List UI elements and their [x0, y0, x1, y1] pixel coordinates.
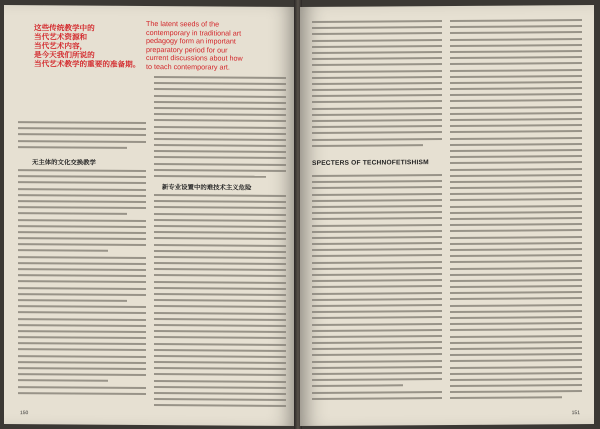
- left-page: [4, 5, 296, 426]
- right-page-left-column-top: [312, 20, 442, 151]
- english-pull-quote: [146, 20, 286, 73]
- left-column-text-top: [18, 121, 146, 153]
- chinese-quote-line: 当代艺术内容，: [34, 41, 88, 51]
- english-quote-line: preparatory period for our: [146, 44, 228, 55]
- right-page-left-column-body: [312, 174, 442, 404]
- chinese-quote-line: 当代艺术教学的重要的准备期。: [34, 59, 141, 69]
- section-heading: SPECTERS OF TECHNOFETISHISM: [312, 159, 429, 167]
- english-quote-line: to teach contemporary art.: [146, 61, 230, 72]
- english-quote-line: pedagogy form an important: [146, 36, 236, 46]
- chinese-pull-quote: [34, 23, 141, 69]
- section-title-2: 新专业设置中的难技术主义危险: [162, 183, 252, 192]
- chinese-quote-line: 是今天我们所说的: [34, 50, 95, 60]
- left-column-text-body: [18, 169, 146, 399]
- right-page-number: 151: [571, 410, 580, 417]
- left-page-number: 150: [20, 410, 29, 417]
- section-title-1: 无主体的文化交换教学: [32, 158, 96, 167]
- english-quote-line: contemporary in traditional art: [146, 27, 242, 38]
- right-page: [300, 5, 594, 426]
- chinese-quote-line: 这些传统教学中的: [34, 23, 95, 33]
- left-page-right-column-top: [154, 76, 286, 182]
- right-page-right-column: [450, 19, 582, 404]
- english-quote-line: current discussions about how: [146, 53, 243, 64]
- left-page-right-column-body: [154, 194, 286, 411]
- english-quote-line: The latent seeds of the: [146, 18, 220, 29]
- chinese-quote-line: 当代艺术资源和: [34, 32, 88, 42]
